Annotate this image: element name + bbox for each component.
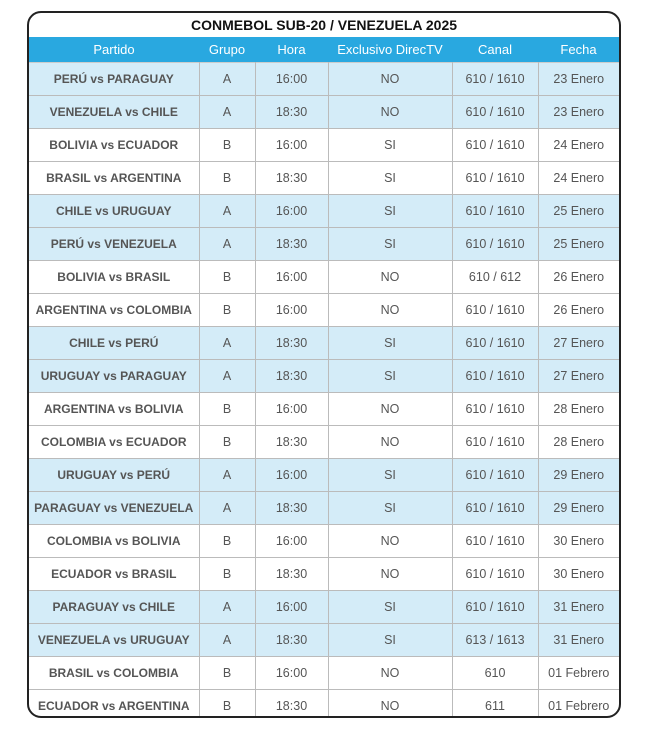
cell-canal: 610 / 612 [452, 261, 538, 294]
table-row [29, 492, 619, 525]
cell-hora: 18:30 [255, 690, 328, 719]
cell-partido: PARAGUAY vs CHILE [29, 591, 199, 624]
cell-exclusivo-directv: NO [328, 294, 452, 327]
table-row [29, 558, 619, 591]
cell-grupo: A [199, 624, 255, 657]
cell-canal: 610 / 1610 [452, 294, 538, 327]
cell-canal: 610 / 1610 [452, 492, 538, 525]
cell-hora: 16:00 [255, 195, 328, 228]
cell-canal: 610 / 1610 [452, 525, 538, 558]
cell-canal: 610 / 1610 [452, 162, 538, 195]
cell-grupo: A [199, 195, 255, 228]
cell-grupo: A [199, 228, 255, 261]
table-row [29, 294, 619, 327]
cell-partido: VENEZUELA vs URUGUAY [29, 624, 199, 657]
cell-fecha: 24 Enero [538, 129, 619, 162]
cell-grupo: B [199, 129, 255, 162]
header-exclusivo-directv: Exclusivo DirecTV [328, 37, 452, 63]
cell-fecha: 31 Enero [538, 591, 619, 624]
cell-partido: URUGUAY vs PERÚ [29, 459, 199, 492]
cell-fecha: 23 Enero [538, 63, 619, 96]
cell-grupo: A [199, 591, 255, 624]
cell-fecha: 30 Enero [538, 558, 619, 591]
header-partido: Partido [29, 37, 199, 63]
cell-exclusivo-directv: SI [328, 492, 452, 525]
cell-grupo: B [199, 426, 255, 459]
cell-partido: PERÚ vs VENEZUELA [29, 228, 199, 261]
cell-grupo: A [199, 63, 255, 96]
cell-partido: COLOMBIA vs BOLIVIA [29, 525, 199, 558]
cell-hora: 18:30 [255, 96, 328, 129]
cell-hora: 16:00 [255, 393, 328, 426]
cell-partido: PERÚ vs PARAGUAY [29, 63, 199, 96]
cell-grupo: A [199, 327, 255, 360]
cell-grupo: B [199, 162, 255, 195]
cell-exclusivo-directv: SI [328, 360, 452, 393]
cell-canal: 610 / 1610 [452, 558, 538, 591]
cell-partido: CHILE vs URUGUAY [29, 195, 199, 228]
header-grupo: Grupo [199, 37, 255, 63]
table-row [29, 393, 619, 426]
cell-fecha: 23 Enero [538, 96, 619, 129]
cell-fecha: 28 Enero [538, 426, 619, 459]
cell-fecha: 27 Enero [538, 327, 619, 360]
cell-canal: 610 / 1610 [452, 63, 538, 96]
cell-fecha: 30 Enero [538, 525, 619, 558]
cell-partido: ARGENTINA vs BOLIVIA [29, 393, 199, 426]
cell-grupo: B [199, 261, 255, 294]
cell-exclusivo-directv: SI [328, 162, 452, 195]
cell-fecha: 25 Enero [538, 228, 619, 261]
cell-canal: 610 / 1610 [452, 360, 538, 393]
cell-partido: BRASIL vs ARGENTINA [29, 162, 199, 195]
cell-grupo: B [199, 525, 255, 558]
cell-hora: 16:00 [255, 591, 328, 624]
schedule-table-card [27, 11, 621, 718]
cell-canal: 610 / 1610 [452, 591, 538, 624]
cell-exclusivo-directv: NO [328, 393, 452, 426]
cell-fecha: 26 Enero [538, 294, 619, 327]
cell-grupo: B [199, 393, 255, 426]
cell-hora: 18:30 [255, 327, 328, 360]
cell-exclusivo-directv: NO [328, 63, 452, 96]
cell-grupo: A [199, 459, 255, 492]
table-row [29, 657, 619, 690]
table-row [29, 261, 619, 294]
cell-canal: 610 / 1610 [452, 228, 538, 261]
cell-exclusivo-directv: NO [328, 96, 452, 129]
header-hora: Hora [255, 37, 328, 63]
table-row [29, 459, 619, 492]
cell-hora: 16:00 [255, 459, 328, 492]
cell-fecha: 31 Enero [538, 624, 619, 657]
schedule-table [29, 37, 619, 718]
table-row [29, 690, 619, 719]
cell-hora: 18:30 [255, 162, 328, 195]
cell-canal: 610 / 1610 [452, 195, 538, 228]
cell-hora: 16:00 [255, 129, 328, 162]
table-row [29, 96, 619, 129]
cell-grupo: A [199, 492, 255, 525]
cell-hora: 16:00 [255, 525, 328, 558]
cell-grupo: B [199, 294, 255, 327]
cell-hora: 16:00 [255, 261, 328, 294]
cell-exclusivo-directv: SI [328, 195, 452, 228]
cell-exclusivo-directv: SI [328, 591, 452, 624]
cell-exclusivo-directv: NO [328, 558, 452, 591]
cell-exclusivo-directv: NO [328, 690, 452, 719]
cell-partido: URUGUAY vs PARAGUAY [29, 360, 199, 393]
table-row [29, 162, 619, 195]
cell-exclusivo-directv: SI [328, 459, 452, 492]
cell-fecha: 24 Enero [538, 162, 619, 195]
cell-hora: 18:30 [255, 228, 328, 261]
cell-partido: BOLIVIA vs BRASIL [29, 261, 199, 294]
cell-fecha: 28 Enero [538, 393, 619, 426]
cell-hora: 18:30 [255, 360, 328, 393]
table-row [29, 327, 619, 360]
cell-exclusivo-directv: SI [328, 129, 452, 162]
cell-exclusivo-directv: SI [328, 624, 452, 657]
cell-partido: ECUADOR vs BRASIL [29, 558, 199, 591]
cell-hora: 16:00 [255, 294, 328, 327]
cell-canal: 610 / 1610 [452, 393, 538, 426]
cell-canal: 610 / 1610 [452, 426, 538, 459]
cell-partido: ECUADOR vs ARGENTINA [29, 690, 199, 719]
cell-fecha: 27 Enero [538, 360, 619, 393]
cell-canal: 610 / 1610 [452, 327, 538, 360]
cell-canal: 610 / 1610 [452, 129, 538, 162]
cell-exclusivo-directv: SI [328, 228, 452, 261]
cell-fecha: 01 Febrero [538, 657, 619, 690]
cell-hora: 18:30 [255, 558, 328, 591]
table-title: CONMEBOL SUB-20 / VENEZUELA 2025 [190, 17, 458, 33]
cell-exclusivo-directv: NO [328, 525, 452, 558]
cell-exclusivo-directv: NO [328, 261, 452, 294]
cell-fecha: 29 Enero [538, 492, 619, 525]
cell-grupo: A [199, 96, 255, 129]
cell-fecha: 01 Febrero [538, 690, 619, 719]
cell-canal: 610 / 1610 [452, 96, 538, 129]
cell-hora: 16:00 [255, 63, 328, 96]
cell-hora: 18:30 [255, 426, 328, 459]
cell-grupo: B [199, 690, 255, 719]
cell-hora: 18:30 [255, 624, 328, 657]
table-row [29, 360, 619, 393]
cell-exclusivo-directv: SI [328, 327, 452, 360]
cell-partido: COLOMBIA vs ECUADOR [29, 426, 199, 459]
cell-canal: 610 [452, 657, 538, 690]
cell-canal: 613 / 1613 [452, 624, 538, 657]
cell-partido: PARAGUAY vs VENEZUELA [29, 492, 199, 525]
cell-canal: 610 / 1610 [452, 459, 538, 492]
cell-grupo: A [199, 360, 255, 393]
table-row [29, 228, 619, 261]
cell-partido: VENEZUELA vs CHILE [29, 96, 199, 129]
table-row [29, 195, 619, 228]
cell-partido: ARGENTINA vs COLOMBIA [29, 294, 199, 327]
cell-grupo: B [199, 657, 255, 690]
cell-hora: 18:30 [255, 492, 328, 525]
cell-grupo: B [199, 558, 255, 591]
table-row [29, 525, 619, 558]
table-row [29, 426, 619, 459]
header-canal: Canal [452, 37, 538, 63]
header-fecha: Fecha [538, 37, 619, 63]
cell-fecha: 25 Enero [538, 195, 619, 228]
table-row [29, 624, 619, 657]
cell-hora: 16:00 [255, 657, 328, 690]
cell-canal: 611 [452, 690, 538, 719]
cell-fecha: 26 Enero [538, 261, 619, 294]
table-row [29, 63, 619, 96]
cell-exclusivo-directv: NO [328, 657, 452, 690]
cell-partido: BRASIL vs COLOMBIA [29, 657, 199, 690]
table-row [29, 129, 619, 162]
table-row [29, 591, 619, 624]
cell-fecha: 29 Enero [538, 459, 619, 492]
cell-exclusivo-directv: NO [328, 426, 452, 459]
cell-partido: CHILE vs PERÚ [29, 327, 199, 360]
cell-partido: BOLIVIA vs ECUADOR [29, 129, 199, 162]
